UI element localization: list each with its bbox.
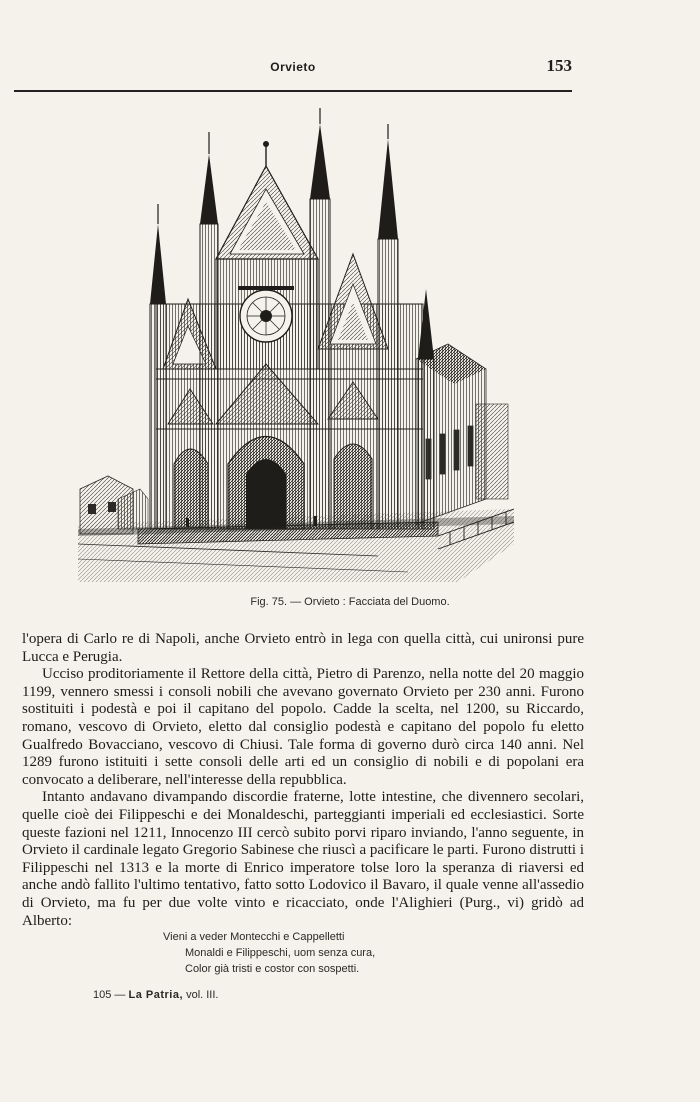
body-text (22, 631, 584, 930)
running-title: Orvieto (270, 60, 316, 74)
verse-line: Monaldi e Filippeschi, uom senza cura, (185, 947, 376, 959)
figure-caption: Fig. 75. — Orvieto : Facciata del Duomo. (250, 596, 450, 608)
page-number: 153 (546, 56, 572, 75)
publication-title: La Patria, (128, 989, 184, 1001)
publication-volume: vol. III. (186, 989, 219, 1001)
paragraph: Ucciso proditoriamente il Rettore della città, Pietro di Parenzo, nella notte del 20 maggio 1199, vennero smessi i consoli nobili che avevano governato Orvieto per 230 anni. Furono sostituiti i podestà e poi il capitano del popolo. Cadde la scelta, nel 1200, su Riccardo, romano, vescovo di Orvieto, eletto dal consiglio podestà e capitano del popolo fu eletto Gualfredo Bovacciano, vescovo di Chiusi. Tale forma di governo durò circa 140 anni. Nel 1289 furono istituiti i sette consoli delle arti ed un consiglio di nobili e di popolani era convocato a deliberare, nell'interesse della repubblica. (22, 666, 584, 788)
signature-mark: 105 — (93, 989, 126, 1001)
verse-quote (163, 929, 463, 977)
verse-line: Color già tristi e costor con sospetti. (185, 963, 360, 975)
signature-footer (93, 989, 218, 1001)
cathedral-engraving (78, 104, 514, 582)
paragraph: l'opera di Carlo re di Napoli, anche Orvieto entrò in lega con quella città, cui unironsi pure Lucca e Perugia. (22, 631, 584, 665)
cathedral-engraving-drawing (78, 104, 514, 582)
header-rule (14, 90, 572, 92)
running-head (14, 58, 572, 82)
verse-line: Vieni a veder Montecchi e Cappelletti (163, 931, 345, 943)
paragraph: Intanto andavano divampando discordie fraterne, lotte intestine, che divennero secolari, quelle cioè dei Filippeschi e dei Monaldeschi, parteggianti imperiali ed ecclesiastici. Sorte queste fazioni nel 1211, Innocenzo III cercò subito porvi riparo inviando, l'anno seguente, in Orvieto il cardinale legato Gregorio Sabinese che riuscì a pacificare le parti. Furono distrutti i Filippeschi nel 1313 e la morte di Enrico imperatore tolse loro la speranza di riaversi ed anche andò fallito l'ultimo tentativo, fatto sotto Lodovico il Bavaro, il quale venne all'assedio di Orvieto, ma fu per due volte vinto e ricacciato, onde l'Alighieri (Purg., vi) gridò ad Alberto: (22, 789, 584, 929)
